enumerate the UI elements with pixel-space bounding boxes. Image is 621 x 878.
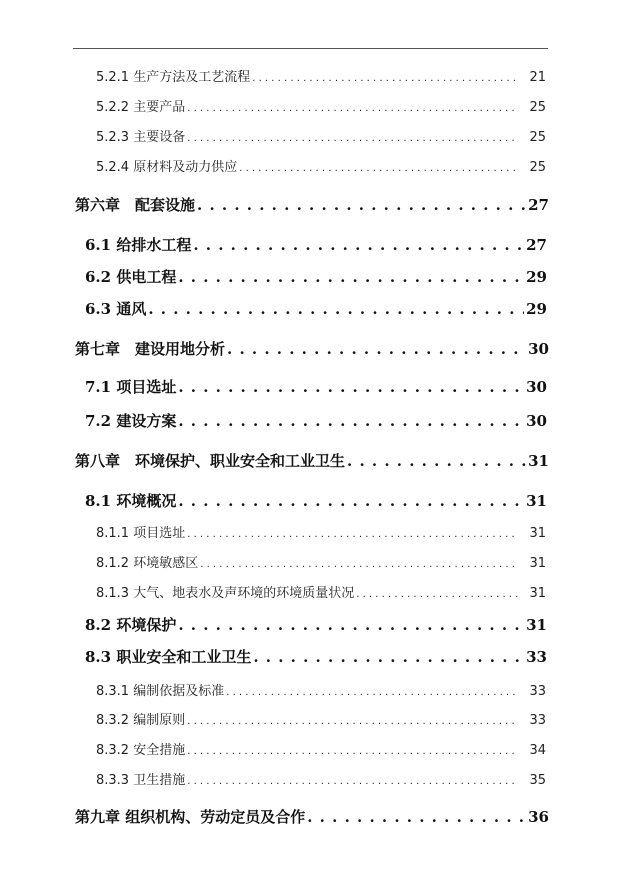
- dot-leader: [178, 268, 524, 286]
- toc-entry-page: 25: [529, 130, 546, 145]
- toc-entry-label: 6.1 给排水工程: [85, 236, 192, 254]
- toc-entry-page: 36: [528, 808, 549, 826]
- toc-entry-page: 31: [526, 492, 547, 510]
- dot-leader: [187, 716, 518, 727]
- toc-entry[interactable]: [96, 156, 546, 175]
- toc-entry-page: 27: [526, 236, 547, 254]
- toc-entry-page: 25: [529, 160, 546, 175]
- dot-leader: [178, 378, 524, 396]
- toc-entry-page: 33: [529, 713, 546, 728]
- toc-entry-label: 8.1.3 大气、地表水及声环境的环境质量状况: [96, 586, 355, 601]
- dot-leader: [148, 300, 524, 318]
- toc-entry-label: 8.1.1 项目选址: [96, 526, 186, 541]
- dot-leader: [187, 103, 518, 114]
- toc-entry[interactable]: [85, 490, 547, 511]
- dot-leader: [197, 196, 526, 214]
- dot-leader: [187, 529, 518, 540]
- toc-entry-label: 8.3.2 编制原则: [96, 713, 186, 728]
- toc-entry[interactable]: [96, 709, 546, 728]
- toc-entry[interactable]: [96, 582, 546, 601]
- toc-entry-page: 31: [528, 452, 549, 470]
- toc-entry-page: 31: [529, 556, 546, 571]
- toc-entry[interactable]: [85, 410, 547, 431]
- toc-entry-label: 8.3.3 卫生措施: [96, 773, 186, 788]
- toc-entry-page: 31: [526, 616, 547, 634]
- toc-entry-page: 29: [526, 268, 547, 286]
- toc-entry-label: 6.3 通风: [85, 300, 147, 318]
- toc-entry-label: 8.1 环境概况: [85, 492, 177, 510]
- toc-entry-page: 31: [529, 526, 546, 541]
- toc-entry-page: 30: [526, 378, 547, 396]
- toc-entry[interactable]: [85, 646, 547, 667]
- toc-entry[interactable]: [75, 806, 549, 827]
- dot-leader: [239, 163, 518, 174]
- toc-entry-page: 33: [529, 684, 546, 699]
- toc-entry[interactable]: [96, 96, 546, 115]
- toc-entry-label: 5.2.1 生产方法及工艺流程: [96, 70, 251, 85]
- toc-entry-label: 5.2.3 主要设备: [96, 130, 186, 145]
- toc-entry-page: 27: [528, 196, 549, 214]
- toc-entry[interactable]: [75, 194, 549, 215]
- toc-entry[interactable]: [96, 680, 546, 699]
- toc-entry-page: 33: [526, 648, 547, 666]
- dot-leader: [226, 687, 518, 698]
- dot-leader: [187, 133, 518, 144]
- toc-entry-label: 第九章 组织机构、劳动定员及合作: [75, 808, 306, 826]
- dot-leader: [193, 236, 524, 254]
- toc-entry-label: 7.1 项目选址: [85, 378, 177, 396]
- toc-entry-label: 第六章 配套设施: [75, 196, 196, 214]
- toc-entry-page: 21: [529, 70, 546, 85]
- toc-entry-label: 8.1.2 环境敏感区: [96, 556, 199, 571]
- toc-entry[interactable]: [96, 66, 546, 85]
- toc-entry[interactable]: [85, 234, 547, 255]
- toc-entry[interactable]: [96, 552, 546, 571]
- toc-entry-page: 30: [526, 412, 547, 430]
- dot-leader: [356, 589, 518, 600]
- toc-entry[interactable]: [75, 338, 549, 359]
- dot-leader: [187, 776, 518, 787]
- toc-entry[interactable]: [96, 769, 546, 788]
- toc-entry[interactable]: [85, 298, 547, 319]
- dot-leader: [178, 412, 524, 430]
- dot-leader: [252, 73, 518, 84]
- dot-leader: [187, 746, 518, 757]
- dot-leader: [178, 492, 524, 510]
- toc-entry[interactable]: [75, 450, 549, 471]
- dot-leader: [200, 559, 518, 570]
- toc-entry[interactable]: [96, 522, 546, 541]
- toc-entry-label: 5.2.4 原材料及动力供应: [96, 160, 238, 175]
- toc-entry[interactable]: [85, 266, 547, 287]
- toc-entry[interactable]: [85, 376, 547, 397]
- toc-entry-label: 8.3 职业安全和工业卫生: [85, 648, 252, 666]
- toc-entry-page: 31: [529, 586, 546, 601]
- toc-entry-page: 30: [528, 340, 549, 358]
- toc-entry-page: 34: [529, 743, 546, 758]
- toc-entry[interactable]: [85, 614, 547, 635]
- toc-entry-page: 35: [529, 773, 546, 788]
- toc-entry-page: 25: [529, 100, 546, 115]
- toc-entry-label: 第七章 建设用地分析: [75, 340, 226, 358]
- toc-entry-label: 7.2 建设方案: [85, 412, 177, 430]
- dot-leader: [178, 616, 524, 634]
- dot-leader: [347, 452, 526, 470]
- toc-entry[interactable]: [96, 126, 546, 145]
- dot-leader: [307, 808, 526, 826]
- toc-entry-label: 5.2.2 主要产品: [96, 100, 186, 115]
- dot-leader: [227, 340, 526, 358]
- toc-entry-label: 8.3.1 编制依据及标准: [96, 684, 225, 699]
- toc-entry[interactable]: [96, 739, 546, 758]
- toc-entry-label: 第八章 环境保护、职业安全和工业卫生: [75, 452, 346, 470]
- toc-entry-label: 6.2 供电工程: [85, 268, 177, 286]
- dot-leader: [253, 648, 524, 666]
- toc-entry-label: 8.3.2 安全措施: [96, 743, 186, 758]
- toc-entry-label: 8.2 环境保护: [85, 616, 177, 634]
- toc-entry-page: 29: [526, 300, 547, 318]
